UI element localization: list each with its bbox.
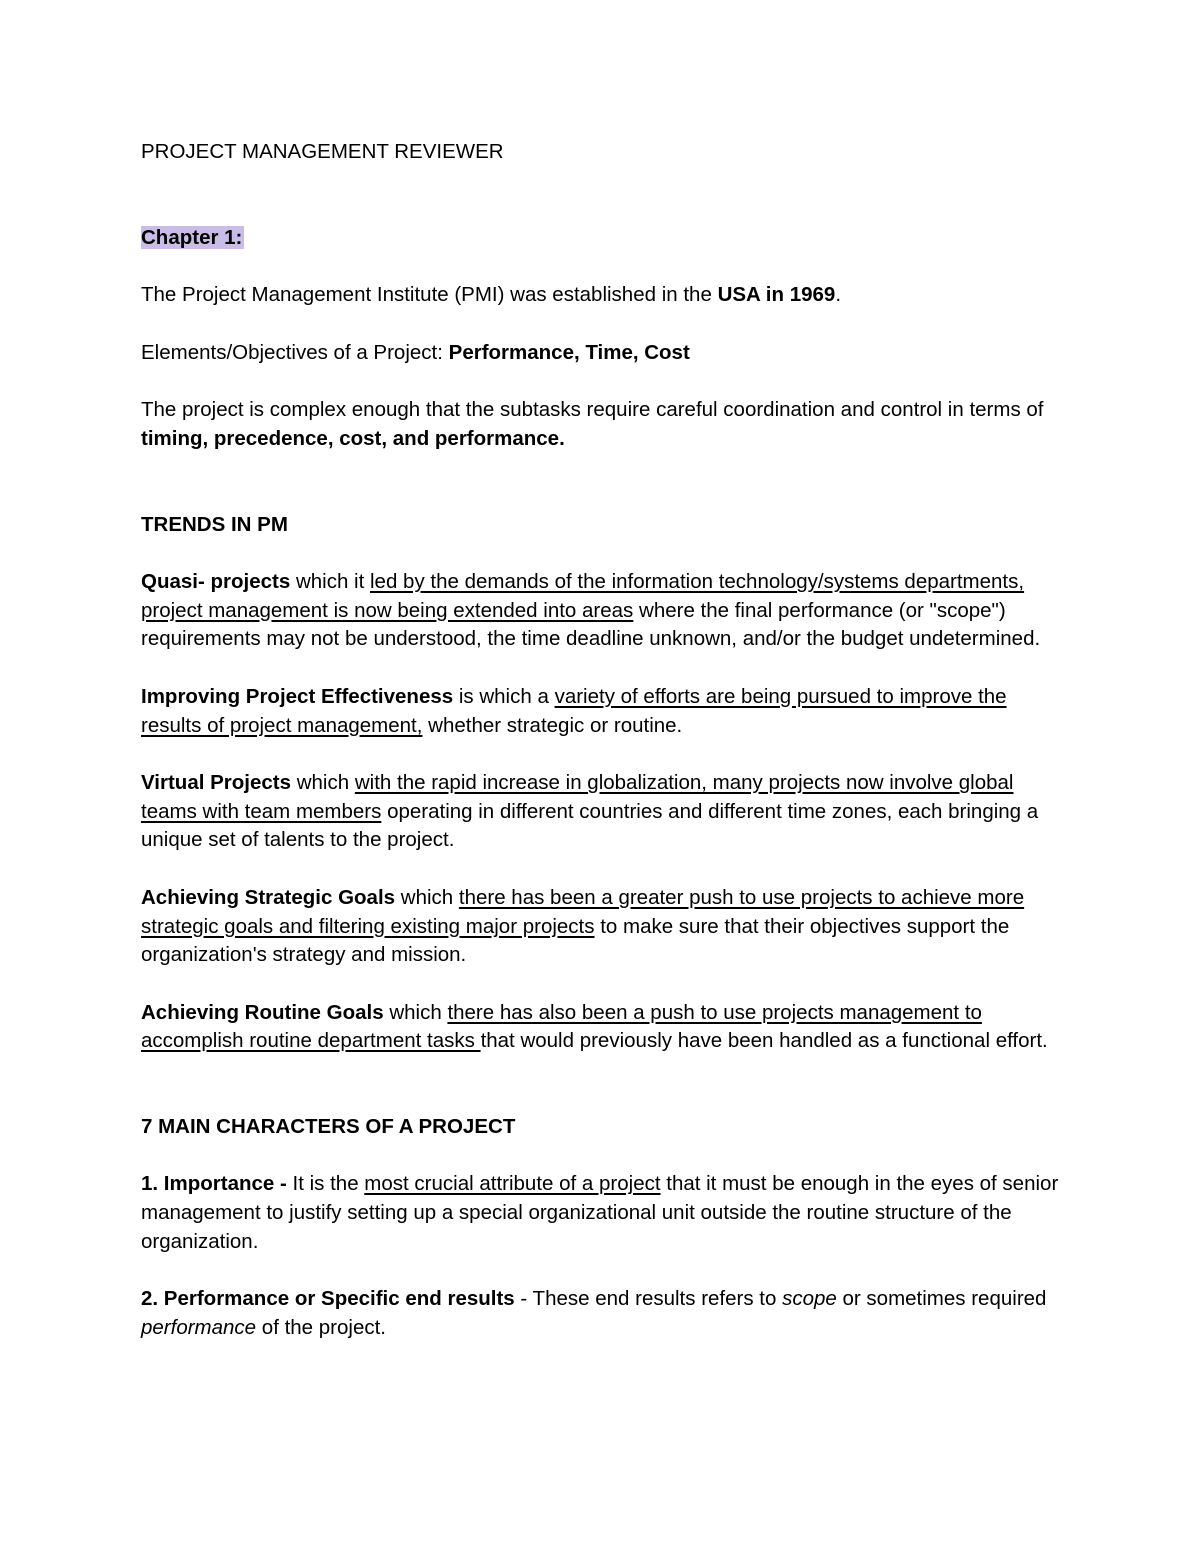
character-importance: 1. Importance - It is the most crucial attribute of a project that it must be enough in the eyes of senior management to justify setting up a special organizational unit outside the routine structure of the organization. [141, 1172, 1059, 1253]
characters-heading: 7 MAIN CHARACTERS OF A PROJECT [141, 1114, 516, 1138]
complex-bold: timing, precedence, cost, and performance. [141, 426, 565, 450]
document-body [141, 138, 1071, 1371]
trend-underlined: with the rapid increase in globalization, many projects now involve global teams with team members [141, 771, 1014, 823]
trend-virtual-projects: Virtual Projects which with the rapid increase in globalization, many projects now involve global teams with team members operating in different countries and different time zones, each bringing a unique set of talents to the project. [141, 771, 1039, 852]
trend-underlined: there has also been a push to use projects management to accomplish routine department tasks [141, 1000, 982, 1053]
chapter-label: Chapter 1: [141, 225, 243, 249]
trend-improving-effectiveness: Improving Project Effectiveness is which a variety of efforts are being pursued to improve the results of project management, whether strategic or routine. [141, 684, 1007, 737]
trend-strategic-goals: Achieving Strategic Goals which there has been a greater push to use projects to achieve more strategic goals and filtering existing major projects to make sure that their objectives support the organization's strategy and mission. [141, 885, 1025, 967]
trend-routine-goals: Achieving Routine Goals which there has also been a push to use projects management to accomplish routine department tasks that would previously have been handled as a functional effort. [141, 1000, 1048, 1053]
trend-underlined: led by the demands of the information technology/systems departments, project management is now being extended into areas [141, 570, 1025, 622]
pmi-bold: USA in 1969 [717, 283, 836, 307]
character-performance: 2. Performance or Specific end results - These end results refers to scope or sometimes required performance of the project. [141, 1287, 1047, 1339]
scope-italic: scope [782, 1287, 837, 1311]
character-term: 2. Performance or Specific end results [141, 1287, 515, 1311]
elements-bold: Performance, Time, Cost [448, 340, 690, 364]
trend-term: Virtual Projects [141, 771, 292, 795]
trend-underlined: there has been a greater push to use projects to achieve more strategic goals and filtering existing major projects [141, 885, 1025, 938]
complex-paragraph: The project is complex enough that the subtasks require careful coordination and control in terms of timing, precedence, cost, and performance. [141, 398, 1044, 450]
character-underlined: most crucial attribute of a project [364, 1172, 661, 1196]
character-term: 1. Importance - [141, 1172, 287, 1196]
chapter-heading [141, 224, 1071, 253]
trend-underlined: variety of efforts are being pursued to improve the results of project management, [141, 684, 1007, 737]
elements-paragraph: Elements/Objectives of a Project: Performance, Time, Cost [141, 340, 690, 364]
trends-heading: TRENDS IN PM [141, 512, 288, 536]
trend-term: Quasi- projects [141, 570, 291, 594]
performance-italic: performance [141, 1315, 257, 1339]
page-title: PROJECT MANAGEMENT REVIEWER [141, 140, 504, 163]
trend-term: Improving Project Effectiveness [141, 684, 454, 708]
trend-term: Achieving Strategic Goals [141, 885, 396, 909]
pmi-paragraph: The Project Management Institute (PMI) was established in the USA in 1969. [141, 283, 842, 307]
trend-quasi-projects: Quasi- projects which it led by the demands of the information technology/systems departments, project management is now being extended into areas where the final performance (or "scope") requirements may not be understood, the time deadline unknown, and/or the budget undetermined. [141, 570, 1041, 651]
trend-term: Achieving Routine Goals [141, 1000, 384, 1024]
